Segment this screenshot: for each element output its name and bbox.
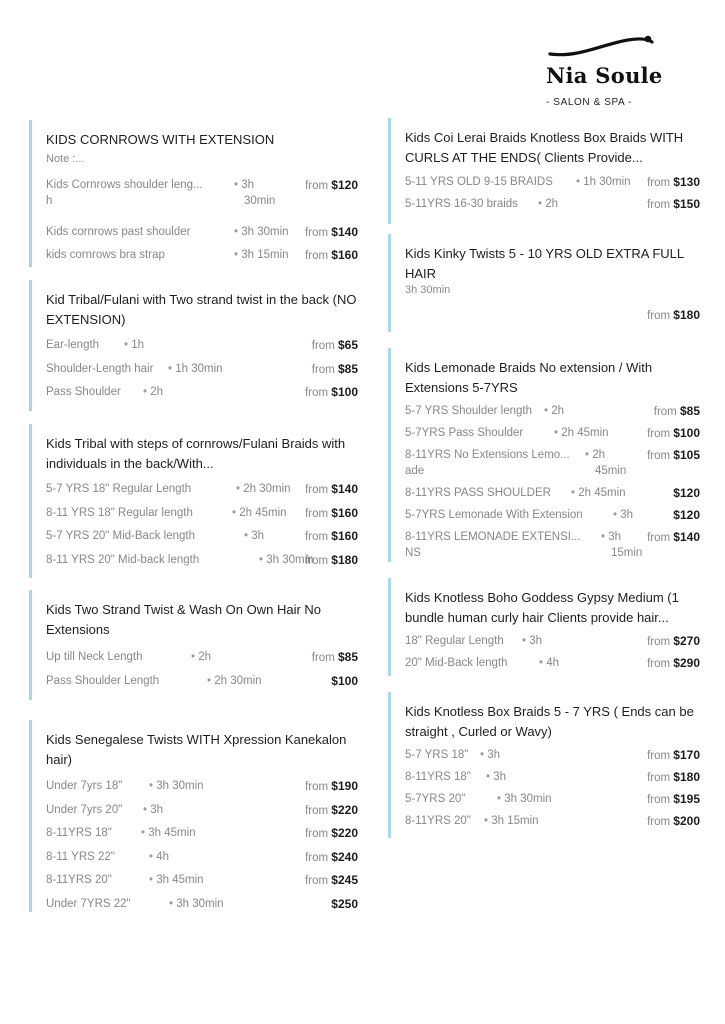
service-name: Under 7YRS 22"	[46, 898, 131, 910]
service-price	[305, 825, 358, 842]
logo-swoosh-icon	[548, 34, 660, 60]
service-row[interactable]	[46, 778, 360, 794]
price-amount: $85	[679, 404, 700, 418]
service-duration: • 1h	[124, 339, 145, 351]
service-card-title: Kids Knotless Boho Goddess Gypsy Medium (1 bundle human curly hair Clients provide hair...	[405, 590, 679, 625]
price-from-label: from	[311, 340, 338, 352]
price-amount: $200	[673, 814, 700, 828]
price-amount: $220	[331, 826, 358, 840]
service-duration: • 3h	[480, 749, 501, 761]
separator-dot-icon: •	[497, 793, 502, 805]
price-from-label: from	[647, 794, 674, 806]
separator-dot-icon: •	[538, 198, 543, 210]
separator-dot-icon: •	[244, 530, 249, 542]
service-name-wrap: NS	[405, 547, 421, 559]
separator-dot-icon: •	[601, 531, 606, 543]
price-from-label: from	[647, 658, 674, 670]
service-duration-wrap: 30min	[244, 195, 276, 207]
service-name: 5-7YRS 20"	[405, 793, 466, 805]
service-duration: • 3h	[522, 635, 543, 647]
service-duration: • 2h	[538, 198, 559, 210]
service-duration: • 3h 30min	[149, 780, 204, 792]
service-name: 8-11 YRS 22"	[46, 851, 115, 863]
service-price	[331, 673, 358, 690]
service-price	[305, 802, 358, 819]
price-amount: $150	[673, 197, 700, 211]
service-duration: • 3h	[143, 804, 164, 816]
service-price	[673, 507, 700, 524]
price-amount: $100	[331, 674, 358, 688]
service-price	[647, 174, 700, 191]
service-name: 8-11YRS 18"	[46, 827, 112, 839]
service-name: Ear-length	[46, 339, 100, 351]
service-card[interactable]	[388, 578, 711, 676]
service-duration: • 3h 30min	[169, 898, 224, 910]
service-name: 8-11YRS 20"	[46, 874, 112, 886]
price-amount: $180	[673, 770, 700, 784]
service-duration: • 2h	[585, 449, 606, 461]
service-price	[312, 361, 358, 378]
service-name: 8-11YRS 20"	[405, 815, 471, 827]
service-price	[305, 177, 358, 194]
separator-dot-icon: •	[234, 179, 239, 191]
service-price	[305, 872, 358, 889]
price-amount: $290	[673, 656, 700, 670]
service-name: Under 7yrs 18"	[46, 780, 123, 792]
service-name: 8-11YRS PASS SHOULDER	[405, 487, 551, 499]
service-duration: • 3h	[613, 509, 634, 521]
price-amount: $120	[331, 178, 358, 192]
price-amount: $85	[337, 650, 358, 664]
service-row[interactable]	[46, 528, 360, 544]
price-from-label: from	[305, 555, 332, 567]
service-row[interactable]	[405, 307, 701, 323]
price-from-label: from	[647, 816, 674, 828]
price-from-label: from	[305, 531, 332, 543]
service-card-title: KIDS CORNROWS WITH EXTENSION	[46, 132, 275, 147]
service-row[interactable]	[405, 529, 701, 559]
separator-dot-icon: •	[124, 339, 129, 351]
service-duration: • 2h	[544, 405, 565, 417]
separator-dot-icon: •	[486, 771, 491, 783]
price-amount: $160	[331, 506, 358, 520]
service-duration: • 2h 45min	[554, 427, 609, 439]
price-from-label: from	[305, 250, 332, 262]
service-row[interactable]	[405, 447, 701, 477]
separator-dot-icon: •	[149, 851, 154, 863]
service-price	[654, 403, 700, 420]
service-name: Kids cornrows past shoulder	[46, 226, 191, 238]
service-price	[305, 505, 358, 522]
service-row[interactable]	[46, 384, 360, 400]
service-row[interactable]	[46, 177, 360, 207]
service-name: Under 7yrs 20"	[46, 804, 123, 816]
service-price	[647, 791, 700, 808]
price-amount: $140	[331, 482, 358, 496]
service-price	[647, 813, 700, 830]
service-row[interactable]	[405, 174, 701, 190]
price-amount: $180	[673, 308, 700, 322]
price-from-label: from	[311, 364, 338, 376]
price-from-label: from	[305, 387, 332, 399]
separator-dot-icon: •	[207, 675, 212, 687]
service-duration: • 3h 45min	[149, 874, 204, 886]
price-amount: $100	[673, 426, 700, 440]
service-duration: • 2h	[191, 651, 212, 663]
service-card[interactable]	[29, 424, 370, 578]
service-price	[647, 425, 700, 442]
service-duration: • 3h 30min	[497, 793, 552, 805]
service-duration: • 3h 30min	[259, 554, 314, 566]
price-from-label: from	[647, 199, 674, 211]
service-duration: • 3h 30min	[234, 226, 289, 238]
separator-dot-icon: •	[149, 780, 154, 792]
price-from-label: from	[305, 781, 332, 793]
price-amount: $270	[673, 634, 700, 648]
logo-name: Nia Soule	[546, 63, 663, 88]
service-name: Shoulder-Length hair	[46, 363, 154, 375]
service-duration: • 1h 30min	[576, 176, 631, 188]
service-name: 20" Mid-Back length	[405, 657, 508, 669]
service-card-title: Kid Tribal/Fulani with Two strand twist in the back (NO EXTENSION)	[46, 292, 357, 327]
logo-tagline: - SALON & SPA -	[546, 97, 633, 108]
separator-dot-icon: •	[544, 405, 549, 417]
price-from-label: from	[647, 450, 674, 462]
service-price	[647, 655, 700, 672]
service-row[interactable]	[405, 655, 701, 671]
separator-dot-icon: •	[169, 898, 174, 910]
service-duration: • 3h	[486, 771, 507, 783]
service-price	[647, 529, 700, 546]
service-duration: • 1h 30min	[168, 363, 223, 375]
service-name: 5-7 YRS 18"	[405, 749, 469, 761]
service-card[interactable]	[29, 120, 370, 267]
service-row[interactable]	[46, 552, 360, 568]
service-price	[312, 337, 358, 354]
service-card[interactable]	[29, 590, 370, 700]
service-row[interactable]	[405, 196, 701, 212]
service-price	[305, 552, 358, 569]
separator-dot-icon: •	[539, 657, 544, 669]
service-row[interactable]	[405, 485, 701, 501]
separator-dot-icon: •	[484, 815, 489, 827]
price-from-label: from	[305, 875, 332, 887]
service-price	[647, 196, 700, 213]
price-from-label: from	[647, 636, 674, 648]
price-amount: $160	[331, 248, 358, 262]
separator-dot-icon: •	[259, 554, 264, 566]
price-amount: $170	[673, 748, 700, 762]
price-amount: $140	[331, 225, 358, 239]
service-card[interactable]	[29, 280, 370, 411]
separator-dot-icon: •	[143, 804, 148, 816]
service-name: 5-7 YRS 18" Regular Length	[46, 483, 192, 495]
service-name: Pass Shoulder	[46, 386, 121, 398]
service-duration: • 3h	[601, 531, 622, 543]
service-duration: • 3h 45min	[141, 827, 196, 839]
price-from-label: from	[647, 750, 674, 762]
service-name: Kids Cornrows shoulder leng...	[46, 179, 203, 191]
service-name: 18" Regular Length	[405, 635, 504, 647]
service-price	[305, 528, 358, 545]
service-duration: • 3h	[244, 530, 265, 542]
service-name: 8-11YRS 18"	[405, 771, 471, 783]
service-name: 8-11 YRS 18" Regular length	[46, 507, 193, 519]
salon-logo	[540, 34, 663, 114]
price-from-label: from	[305, 852, 332, 864]
service-price	[647, 747, 700, 764]
service-duration: • 4h	[149, 851, 170, 863]
service-row[interactable]	[405, 813, 701, 829]
service-row[interactable]	[405, 791, 701, 807]
service-row[interactable]	[46, 247, 360, 263]
price-amount: $180	[331, 553, 358, 567]
separator-dot-icon: •	[236, 483, 241, 495]
price-amount: $100	[331, 385, 358, 399]
service-duration: • 3h 15min	[484, 815, 539, 827]
service-price	[647, 307, 700, 324]
separator-dot-icon: •	[141, 827, 146, 839]
service-price	[305, 481, 358, 498]
price-amount: $140	[673, 530, 700, 544]
service-name: 5-7 YRS 20" Mid-Back length	[46, 530, 195, 542]
price-amount: $245	[331, 873, 358, 887]
service-card-title: Kids Coi Lerai Braids Knotless Box Braids WITH CURLS AT THE ENDS( Clients Provide...	[405, 130, 684, 165]
service-name: 8-11YRS No Extensions Lemo...	[405, 449, 570, 461]
service-row[interactable]	[46, 872, 360, 888]
service-card[interactable]	[388, 118, 711, 224]
service-price	[305, 849, 358, 866]
service-name: kids cornrows bra strap	[46, 249, 165, 261]
service-name: Pass Shoulder Length	[46, 675, 160, 687]
price-amount: $250	[331, 897, 358, 911]
service-price	[673, 485, 700, 502]
service-row[interactable]	[405, 403, 701, 419]
service-name-wrap: h	[46, 195, 53, 207]
separator-dot-icon: •	[554, 427, 559, 439]
separator-dot-icon: •	[576, 176, 581, 188]
price-amount: $105	[673, 448, 700, 462]
separator-dot-icon: •	[149, 874, 154, 886]
service-card-note: Note :...	[46, 153, 85, 165]
service-name: 5-7 YRS Shoulder length	[405, 405, 533, 417]
service-duration: • 2h 30min	[236, 483, 291, 495]
price-from-label: from	[305, 180, 332, 192]
price-amount: $190	[331, 779, 358, 793]
price-from-label: from	[647, 310, 674, 322]
service-duration: • 2h	[143, 386, 164, 398]
service-card[interactable]	[388, 234, 711, 332]
service-row[interactable]	[46, 337, 360, 353]
service-price	[312, 649, 358, 666]
separator-dot-icon: •	[480, 749, 485, 761]
service-duration: • 3h	[234, 179, 255, 191]
price-amount: $120	[673, 508, 700, 522]
price-amount: $85	[337, 362, 358, 376]
service-duration: • 2h 45min	[232, 507, 287, 519]
service-duration: • 2h 45min	[571, 487, 626, 499]
service-row[interactable]	[405, 769, 701, 785]
service-name: 8-11YRS LEMONADE EXTENSI...	[405, 531, 581, 543]
service-duration: • 3h 15min	[234, 249, 289, 261]
price-from-label: from	[305, 805, 332, 817]
service-row[interactable]	[46, 361, 360, 377]
separator-dot-icon: •	[522, 635, 527, 647]
separator-dot-icon: •	[234, 249, 239, 261]
price-from-label: from	[647, 532, 674, 544]
service-name: 5-11YRS 16-30 braids	[405, 198, 518, 210]
service-row[interactable]	[46, 825, 360, 841]
price-from-label: from	[305, 828, 332, 840]
separator-dot-icon: •	[168, 363, 173, 375]
service-card-title: Kids Senegalese Twists WITH Xpression Kanekalon hair)	[46, 732, 347, 767]
price-amount: $195	[673, 792, 700, 806]
service-duration-wrap: 45min	[595, 465, 627, 477]
service-card-title: Kids Kinky Twists 5 - 10 YRS OLD EXTRA FULL HAIR	[405, 246, 684, 281]
price-from-label: from	[653, 406, 680, 418]
price-amount: $220	[331, 803, 358, 817]
service-price	[647, 447, 700, 464]
separator-dot-icon: •	[191, 651, 196, 663]
service-duration: • 2h 30min	[207, 675, 262, 687]
service-row[interactable]	[405, 633, 701, 649]
service-card[interactable]	[29, 720, 370, 912]
separator-dot-icon: •	[143, 386, 148, 398]
service-row[interactable]	[405, 507, 701, 523]
price-from-label: from	[305, 227, 332, 239]
price-from-label: from	[647, 428, 674, 440]
separator-dot-icon: •	[613, 509, 618, 521]
price-amount: $120	[673, 486, 700, 500]
service-name-wrap: ade	[405, 465, 425, 477]
service-duration: • 4h	[539, 657, 560, 669]
service-row[interactable]	[46, 505, 360, 521]
price-amount: $160	[331, 529, 358, 543]
service-price	[305, 384, 358, 401]
price-amount: $65	[337, 338, 358, 352]
service-row[interactable]	[405, 425, 701, 441]
service-row[interactable]	[46, 649, 360, 665]
service-name: Up till Neck Length	[46, 651, 143, 663]
service-card-note: 3h 30min	[405, 284, 451, 296]
service-row[interactable]	[46, 849, 360, 865]
separator-dot-icon: •	[585, 449, 590, 461]
service-price	[331, 896, 358, 913]
service-row[interactable]	[405, 747, 701, 763]
service-card-title: Kids Two Strand Twist & Wash On Own Hair No Extensions	[46, 602, 322, 637]
service-card-title: Kids Tribal with steps of cornrows/Fulani Braids with individuals in the back/With...	[46, 436, 346, 471]
service-name: 5-7YRS Pass Shoulder	[405, 427, 524, 439]
price-amount: $240	[331, 850, 358, 864]
service-card-title: Kids Knotless Box Braids 5 - 7 YRS ( Ends can be straight , Curled or Wavy)	[405, 704, 694, 739]
service-price	[647, 633, 700, 650]
separator-dot-icon: •	[232, 507, 237, 519]
price-from-label: from	[647, 772, 674, 784]
separator-dot-icon: •	[571, 487, 576, 499]
price-from-label: from	[311, 652, 338, 664]
service-row[interactable]	[46, 673, 360, 689]
service-price	[647, 769, 700, 786]
separator-dot-icon: •	[234, 226, 239, 238]
service-duration-wrap: 15min	[611, 547, 643, 559]
service-row[interactable]	[46, 481, 360, 497]
service-name: 5-7YRS Lemonade With Extension	[405, 509, 583, 521]
service-price	[305, 224, 358, 241]
service-card[interactable]	[388, 348, 711, 562]
service-row[interactable]	[46, 896, 360, 912]
price-from-label: from	[647, 177, 674, 189]
service-price	[305, 778, 358, 795]
service-row[interactable]	[46, 224, 360, 240]
price-from-label: from	[305, 508, 332, 520]
service-card-title: Kids Lemonade Braids No extension / With Extensions 5-7YRS	[405, 360, 653, 395]
service-price	[305, 247, 358, 264]
service-name: 8-11 YRS 20" Mid-back length	[46, 554, 200, 566]
price-from-label: from	[305, 484, 332, 496]
service-name: 5-11 YRS OLD 9-15 BRAIDS	[405, 176, 553, 188]
service-row[interactable]	[46, 802, 360, 818]
price-amount: $130	[673, 175, 700, 189]
service-card[interactable]	[388, 692, 711, 838]
